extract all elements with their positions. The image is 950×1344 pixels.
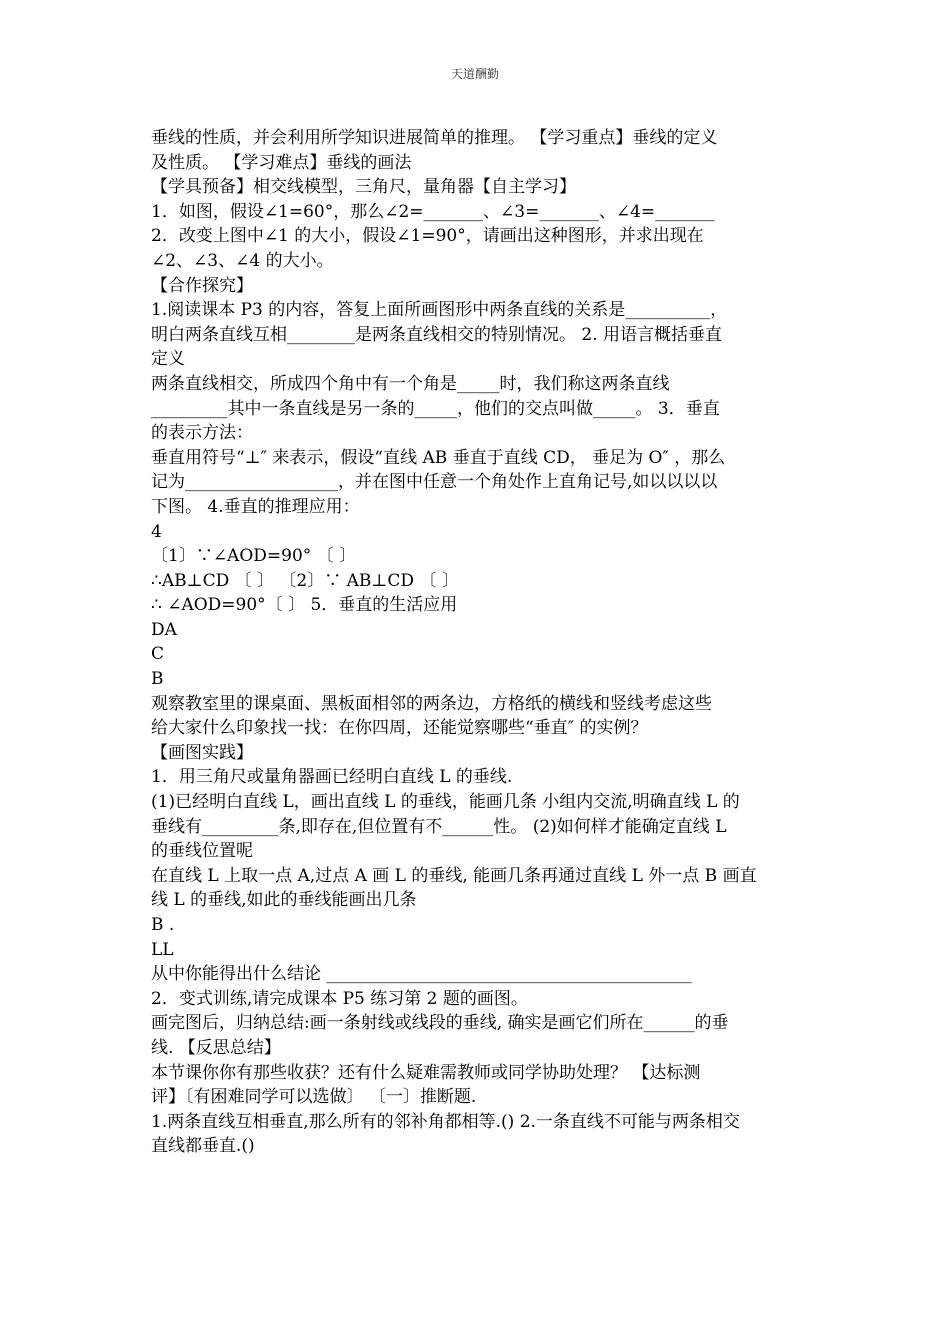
text-line: 4 xyxy=(151,521,162,542)
figure-label: DA xyxy=(151,619,177,640)
text-line: 2．改变上图中∠1 的大小，假设∠1=90°，请画出这种图形，并求出现在 xyxy=(151,226,704,247)
text-line: 的垂线位置呢 xyxy=(151,841,253,862)
text-line: 定义 xyxy=(151,349,185,370)
text-line: ∴AB⊥CD 〔 〕 〔2〕∵ AB⊥CD 〔 〕 xyxy=(151,570,459,591)
text-line: 两条直线相交，所成四个角中有一个角是_____时，我们称这两条直线 xyxy=(151,373,670,394)
text-line: 垂线的性质，并会利用所学知识进展简单的推理。 【学习重点】垂线的定义 xyxy=(151,128,718,148)
text-line: 垂线有_________条,即存在,但位置有不______性。 (2)如何样才能确定直线 L xyxy=(151,816,727,837)
text-line: 本节课你你有那些收获？还有什么疑难需教师或同学协助处理？ 【达标测 xyxy=(151,1062,701,1083)
text-line: ∠2、∠3、∠4 的大小。 xyxy=(151,250,334,271)
figure-label: LL xyxy=(151,939,174,960)
text-line: 观察教室里的课桌面、黑板面相邻的两条边，方格纸的横线和竖线考虑这些 xyxy=(151,693,712,714)
text-line: 的表示方法： xyxy=(151,423,253,444)
text-line: 线 L 的垂线,如此的垂线能画出几条 xyxy=(151,890,417,911)
text-line: 评】〔有困难同学可以选做〕 〔一〕推断题. xyxy=(151,1087,477,1108)
page-header: 天道酬勤 xyxy=(450,67,499,81)
text-line: 从中你能得出什么结论 ___________________________________________ xyxy=(151,964,692,985)
text-line: 【学具预备】相交线模型，三角尺，量角器【自主学习】 xyxy=(151,177,576,198)
text-line: 下图。 4.垂直的推理应用： xyxy=(151,496,360,517)
text-line: 2．变式训练,请完成课本 P5 练习第 2 题的画图。 xyxy=(151,988,528,1009)
text-line: 及性质。 【学习难点】垂线的画法 xyxy=(151,152,412,173)
text-line: ∴ ∠AOD=90°〔 〕 5．垂直的生活应用 xyxy=(151,595,458,616)
section-heading: 【画图实践】 xyxy=(151,742,253,763)
text-line: 直线都垂直.() xyxy=(151,1136,255,1157)
figure-label: B . xyxy=(151,915,175,935)
text-line: 画完图后，归纳总结:画一条射线或线段的垂线, 确实是画它们所在______的垂 xyxy=(151,1013,729,1034)
text-line: 给大家什么印象找一找：在你四周，还能觉察哪些“垂直″ 的实例？ xyxy=(151,718,648,739)
text-line: 1.两条直线互相垂直,那么所有的邻补角都相等.() 2.一条直线不可能与两条相交 xyxy=(151,1111,740,1132)
document-body xyxy=(151,126,811,1159)
text-line: 线. 【反思总结】 xyxy=(151,1037,281,1058)
figure-label: C xyxy=(151,644,165,665)
figure-label: B xyxy=(151,669,164,690)
text-line: _________其中一条直线是另一条的_____，他们的交点叫做_____。 3．垂直 xyxy=(151,398,720,419)
text-line: 垂直用符号“⊥″ 来表示，假设“直线 AB 垂直于直线 CD， 垂足为 O″ ，那么 xyxy=(151,447,726,468)
text-line: 记为__________________，并在图中任意一个角处作上直角记号,如以以以以 xyxy=(151,472,718,493)
text-line: (1)已经明白直线 L，画出直线 L 的垂线，能画几条 小组内交流,明确直线 L 的 xyxy=(151,792,740,813)
text-line: 在直线 L 上取一点 A,过点 A 画 L 的垂线, 能画几条再通过直线 L 外一点 B 画直 xyxy=(151,865,757,886)
text-line: 明白两条直线互相________是两条直线相交的特别情况。 2. 用语言概括垂直 xyxy=(151,324,723,345)
section-heading: 【合作探究】 xyxy=(151,275,253,296)
text-line: 1．如图，假设∠1=60°，那么∠2=_______、∠3=_______、∠4=_______ xyxy=(151,201,715,222)
text-line: 1．用三角尺或量角器画已经明白直线 L 的垂线. xyxy=(151,767,513,788)
text-line: 1.阅读课本 P3 的内容，答复上面所画图形中两条直线的关系是__________， xyxy=(151,300,728,321)
text-line: 〔1〕∵∠AOD=90° 〔 〕 xyxy=(151,546,357,567)
